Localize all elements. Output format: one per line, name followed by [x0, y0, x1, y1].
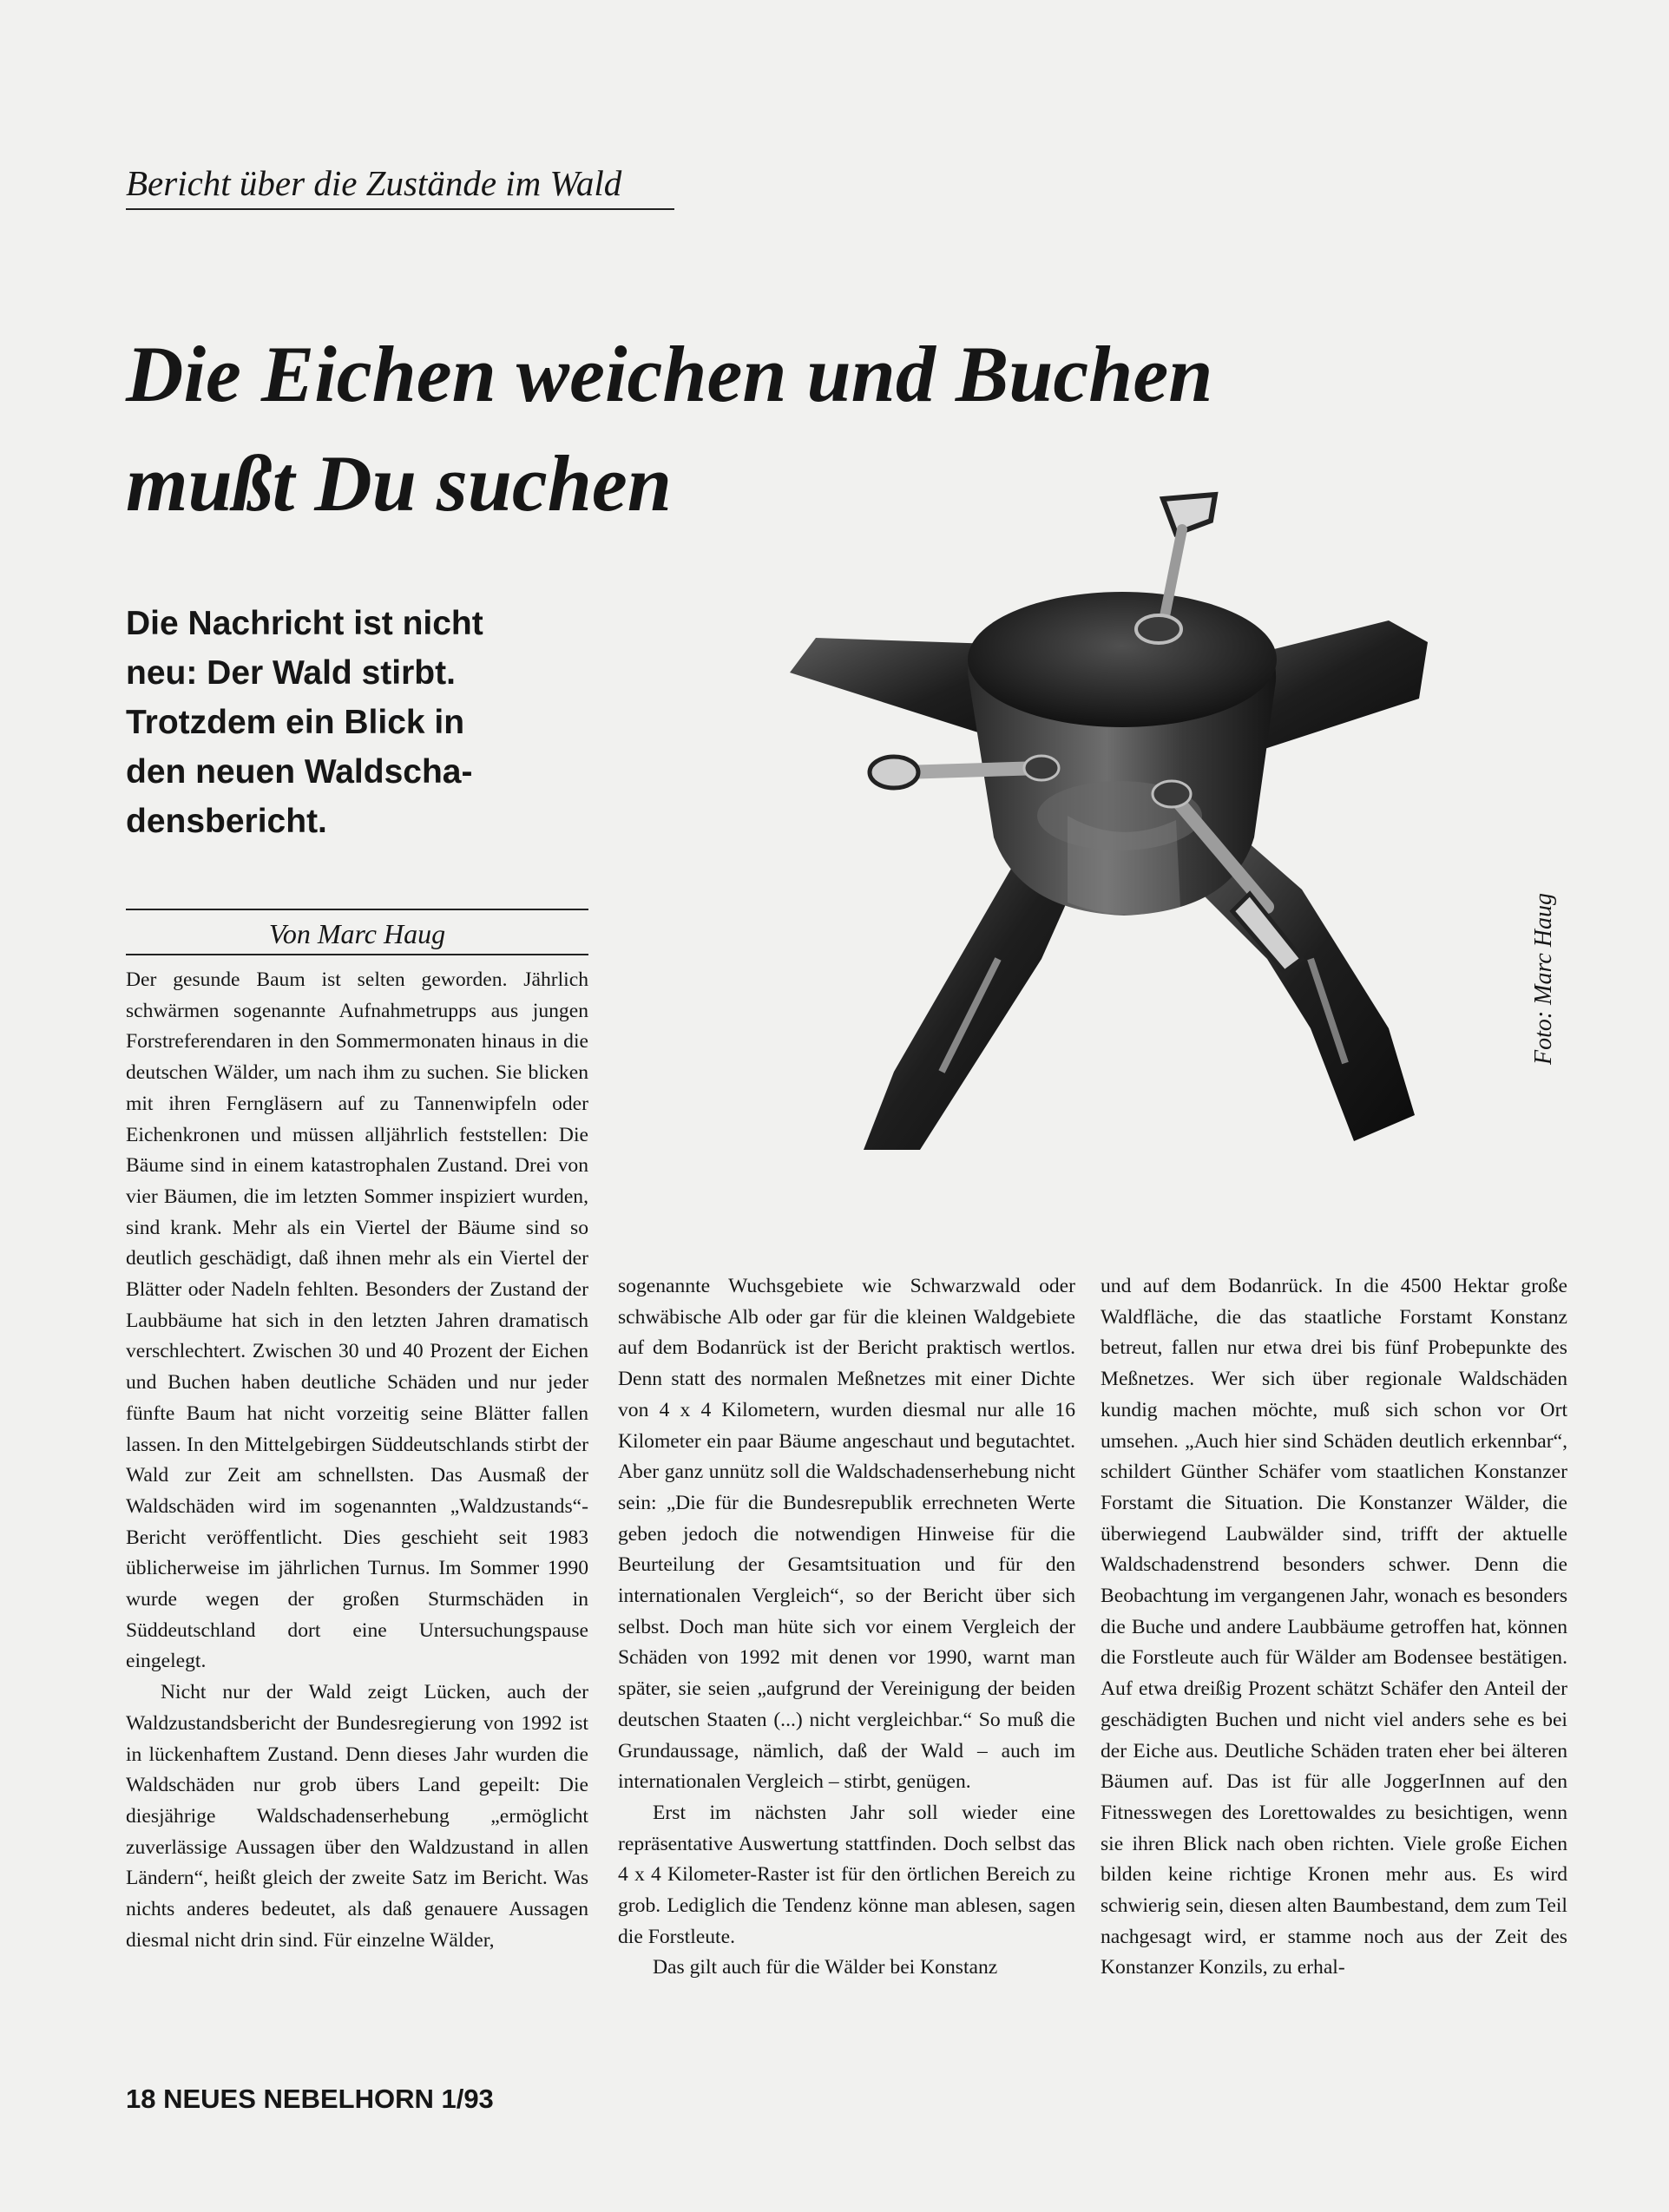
headline-line-1: Die Eichen weichen und Buchen — [126, 330, 1213, 418]
byline: Von Marc Haug — [126, 909, 588, 955]
article-paragraph: Der gesunde Baum ist selten geworden. Jährlich schwärmen sogenannte Aufnahmetrupps aus jungen Forstreferendaren in den Sommermonaten hinaus in die deutschen Wälder, um nach ihm zu suchen. Sie blicken mit ihren Ferngläsern auf zu Tannenwipfeln oder Eichenkronen und müssen alljährlich feststellen: Die Bäume sind in einem katastrophalen Zustand. Drei von vier Bäumen, die im letzten Sommer inspiziert wurden, sind krank. Mehr als ein Viertel der Bäume sind so deutlich geschädigt, daß ihnen mehr als ein Viertel der Blätter oder Nadeln fehlten. Besonders der Zustand der Laubbäume hat sich in den letzten Jahren dramatisch verschlechtert. Zwischen 30 und 40 Prozent der Eichen und Buchen haben deutliche Schäden und nur jeder fünfte Baum hat nicht vorzeitig seine Blätter fallen lassen. In den Mittelgebirgen Süddeutschlands stirbt der Wald zur Zeit am schnellsten. Das Ausmaß der Waldschäden wird im sogenannten „Waldzustands“-Bericht veröffentlicht. Dies geschieht seit 1983 üblicherweise im jährlichen Turnus. Im Sommer 1990 wurde wegen der großen Sturmschäden in Süddeutschland dort eine Untersuchungspause eingelegt. — [126, 968, 588, 1673]
article-column-1 — [126, 965, 588, 1957]
headline-line-2: mußt Du suchen — [126, 439, 672, 528]
lead-teaser — [126, 599, 560, 846]
article-paragraph: Erst im nächsten Jahr soll wieder eine repräsentative Auswertung stattfinden. Doch selbst das 4 x 4 Kilometer-Raster ist für den örtlichen Bereich zu grob. Lediglich die Tendenz könne man ablesen, sagen die Forstleute. — [618, 1801, 1075, 1948]
lead-line-2: neu: Der Wald stirbt. — [126, 654, 456, 692]
article-paragraph: Nicht nur der Wald zeigt Lücken, auch der Waldzustandsbericht der Bundesregierung von 1992 ist in lückenhaftem Zustand. Denn dieses Jahr wurden die Waldschäden nur grob übers Land gepeilt: Die diesjährige Waldschadenserhebung „ermöglicht zuverlässige Aussagen über den Waldzustand in allen Ländern“, heißt gleich der zweite Satz im Bericht. Was nichts anderes bedeutet, als daß genauere Aussagen diesmal nicht drin sind. Für einzelne Wälder, — [126, 1681, 588, 1952]
article-paragraph: und auf dem Bodanrück. In die 4500 Hektar große Waldfläche, die das staatliche Forstamt Konstanz betreut, fallen nur etwa drei bis fünf Probepunkte des Meßnetzes. Wer sich über regionale Waldschäden kundig machen möchte, muß sich schon vor Ort umsehen. „Auch hier sind Schäden deutlich erkennbar“, schildert Günther Schäfer vom staatlichen Konstanzer Forstamt die Situation. Die Konstanzer Wälder, die überwiegend Laubwälder sind, trifft der aktuelle Waldschadenstrend besonders schwer. Denn die Beobachtung im vergangenen Jahr, wonach es besonders die Buche und andere Laubbäume getroffen hat, können die Forstleute auch für Wälder am Bodensee bestätigen. Auf etwa dreißig Prozent schätzt Schäfer den Anteil der geschädigten Buchen und nicht viel anders sehe es bei der Eiche aus. Deutliche Schäden traten eher bei älteren Bäumen auf. Das ist für alle JoggerInnen auf den Fitnesswegen des Lorettowaldes zu besichtigen, wenn sie ihren Blick nach oben richten. Viele große Eichen bilden keine richtige Kronen mehr aus. Es wird schwierig sein, diesen alten Baumbestand, dem zum Teil nachgesagt wird, er stamme noch aus der Zeit des Konstanzer Konzils, zu erhal- — [1101, 1275, 1567, 1979]
article-paragraph: Das gilt auch für die Wälder bei Konstanz — [653, 1956, 998, 1979]
section-kicker: Bericht über die Zustände im Wald — [126, 161, 674, 210]
article-column-2 — [618, 1271, 1075, 1984]
lead-line-3: Trotzdem ein Blick in — [126, 704, 465, 741]
lead-line-1: Die Nachricht ist nicht — [126, 605, 483, 642]
article-paragraph: sogenannte Wuchsgebiete wie Schwarzwald oder schwäbische Alb oder gar für die kleinen Waldgebiete auf dem Bodanrück ist der Bericht praktisch wertlos. Denn statt des normalen Meßnetzes mit einer Dichte von 4 x 4 Kilometern, wurden diesmal nur alle 16 Kilometer ein paar Bäume angeschaut und begutachtet. Aber ganz unnütz soll die Waldschadenserhebung nicht sein: „Die für die Bundesrepublik errechneten Werte geben jedoch die notwendigen Hinweise für die Beurteilung der Gesamtsituation und für den internationalen Vergleich“, so der Bericht über sich selbst. Doch man hüte sich vor einem Vergleich der Schäden von 1992 mit denen vor 1990, warnt man später, sie seien „aufgrund der Vereinigung der beiden deutschen Staaten (...) nicht vergleichbar.“ So muß die Grundaussage, nämlich, daß der Wald – auch im internationalen Vergleich – stirbt, genügen. — [618, 1275, 1075, 1794]
photo-credit-text: Foto: Marc Haug — [1530, 892, 1557, 1066]
article-column-3 — [1101, 1271, 1567, 1984]
lead-line-4: den neuen Waldscha- — [126, 753, 473, 791]
page-footer: 18 NEUES NEBELHORN 1/93 — [126, 2084, 494, 2114]
christmas-tree-stand-photo — [781, 473, 1458, 1228]
lead-line-5: densbericht. — [126, 803, 327, 840]
